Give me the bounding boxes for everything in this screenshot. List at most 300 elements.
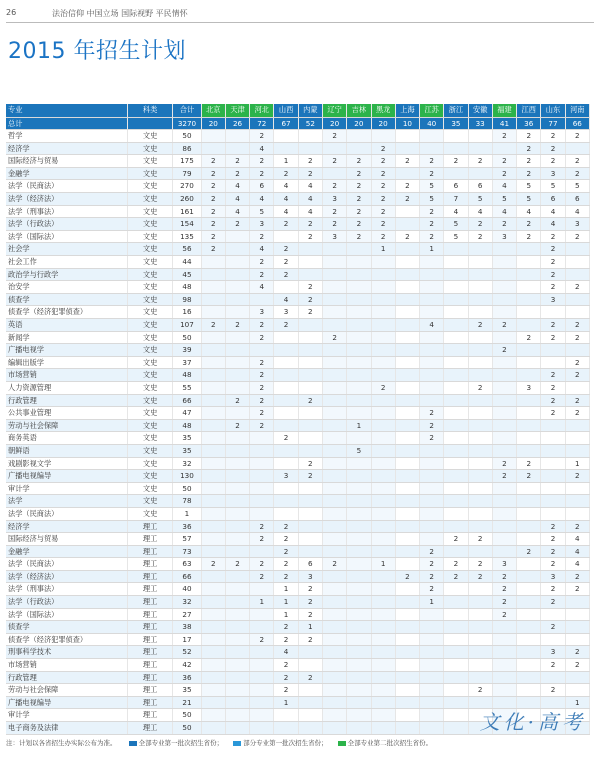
cell-province-value	[468, 507, 492, 520]
cell-province-value: 2	[250, 381, 274, 394]
cell-province-value	[322, 281, 346, 294]
cell-province-value: 2	[517, 457, 541, 470]
cell-total: 50	[173, 130, 201, 143]
cell-province-value	[298, 142, 322, 155]
cell-province-value: 2	[395, 155, 419, 168]
cell-province-value	[298, 432, 322, 445]
cell-province-value	[420, 633, 444, 646]
cell-province-value	[420, 268, 444, 281]
cell-province-value	[371, 545, 395, 558]
cell-province-value	[225, 709, 249, 722]
cell-province-value: 2	[250, 633, 274, 646]
cell-province-value	[322, 482, 346, 495]
cell-province-value	[492, 407, 516, 420]
total-province-value: 72	[250, 117, 274, 130]
cell-province-value: 2	[541, 243, 565, 256]
cell-province-value	[541, 432, 565, 445]
cell-province-value	[565, 444, 589, 457]
watermark-logo: 文化·高考	[479, 710, 586, 734]
table-row	[6, 331, 590, 344]
cell-province-value	[371, 570, 395, 583]
cell-province-value	[347, 520, 371, 533]
cell-province-value	[347, 470, 371, 483]
cell-total: 86	[173, 142, 201, 155]
cell-major: 哲学	[6, 130, 127, 143]
total-province-value: 20	[371, 117, 395, 130]
cell-total: 50	[173, 722, 201, 735]
cell-total: 35	[173, 684, 201, 697]
cell-province-value	[444, 319, 468, 332]
cell-province-value: 2	[274, 256, 298, 269]
cell-total: 79	[173, 167, 201, 180]
cell-province-value: 2	[468, 230, 492, 243]
cell-province-value	[347, 596, 371, 609]
cell-type: 理工	[127, 533, 172, 546]
cell-province-value	[225, 243, 249, 256]
cell-province-value	[250, 696, 274, 709]
cell-province-value: 1	[420, 596, 444, 609]
cell-province-value	[322, 533, 346, 546]
header-province: 河南	[565, 104, 589, 117]
cell-province-value	[420, 344, 444, 357]
cell-major: 法学（经济法）	[6, 193, 127, 206]
table-row	[6, 356, 590, 369]
cell-province-value	[492, 432, 516, 445]
cell-province-value: 2	[250, 268, 274, 281]
cell-province-value	[250, 432, 274, 445]
cell-province-value	[395, 558, 419, 571]
table-row	[6, 130, 590, 143]
cell-province-value	[444, 646, 468, 659]
total-province-value: 77	[541, 117, 565, 130]
total-province-value: 52	[298, 117, 322, 130]
cell-province-value	[322, 633, 346, 646]
cell-province-value	[322, 369, 346, 382]
cell-province-value: 2	[322, 558, 346, 571]
cell-province-value: 2	[492, 130, 516, 143]
cell-type: 文史	[127, 293, 172, 306]
cell-province-value: 1	[371, 243, 395, 256]
table-row	[6, 507, 590, 520]
cell-province-value	[444, 596, 468, 609]
header-province: 山东	[541, 104, 565, 117]
cell-province-value	[492, 659, 516, 672]
cell-province-value	[322, 520, 346, 533]
cell-province-value	[444, 331, 468, 344]
cell-province-value: 4	[565, 533, 589, 546]
cell-major: 国际经济与贸易	[6, 533, 127, 546]
cell-province-value	[492, 394, 516, 407]
cell-province-value	[444, 696, 468, 709]
cell-province-value	[201, 281, 225, 294]
cell-province-value: 7	[444, 193, 468, 206]
cell-province-value: 2	[395, 193, 419, 206]
cell-province-value: 2	[371, 205, 395, 218]
cell-type: 文史	[127, 407, 172, 420]
cell-province-value: 2	[298, 596, 322, 609]
cell-province-value	[517, 268, 541, 281]
cell-province-value	[225, 306, 249, 319]
cell-province-value: 5	[517, 193, 541, 206]
cell-province-value	[468, 495, 492, 508]
cell-province-value	[201, 457, 225, 470]
cell-type: 文史	[127, 381, 172, 394]
cell-province-value	[322, 570, 346, 583]
cell-province-value	[468, 608, 492, 621]
cell-province-value	[298, 407, 322, 420]
cell-province-value: 2	[565, 570, 589, 583]
cell-province-value	[517, 482, 541, 495]
cell-major: 侦查学	[6, 621, 127, 634]
cell-province-value	[444, 520, 468, 533]
cell-province-value	[322, 167, 346, 180]
cell-province-value	[565, 633, 589, 646]
table-row	[6, 457, 590, 470]
cell-province-value: 2	[298, 457, 322, 470]
cell-province-value	[371, 709, 395, 722]
cell-province-value	[395, 596, 419, 609]
total-province-value: 41	[492, 117, 516, 130]
cell-province-value	[225, 722, 249, 735]
cell-province-value	[517, 293, 541, 306]
cell-province-value: 2	[274, 558, 298, 571]
cell-province-value: 2	[444, 570, 468, 583]
table-row	[6, 621, 590, 634]
cell-province-value: 2	[541, 545, 565, 558]
cell-province-value	[371, 256, 395, 269]
cell-province-value: 4	[492, 180, 516, 193]
cell-province-value	[347, 130, 371, 143]
cell-major: 戏剧影视文学	[6, 457, 127, 470]
cell-province-value	[395, 419, 419, 432]
cell-province-value: 2	[468, 684, 492, 697]
cell-province-value	[201, 495, 225, 508]
cell-province-value	[347, 142, 371, 155]
header-province: 天津	[225, 104, 249, 117]
total-province-value: 40	[420, 117, 444, 130]
table-row	[6, 583, 590, 596]
cell-total: 55	[173, 381, 201, 394]
cell-province-value: 1	[250, 596, 274, 609]
cell-province-value	[541, 306, 565, 319]
cell-province-value	[225, 545, 249, 558]
cell-province-value	[347, 507, 371, 520]
cell-province-value	[420, 331, 444, 344]
cell-province-value: 2	[274, 520, 298, 533]
cell-province-value: 2	[541, 684, 565, 697]
cell-province-value: 2	[468, 319, 492, 332]
legend-swatch	[338, 741, 346, 746]
header-province: 山西	[274, 104, 298, 117]
page-number: 26	[6, 8, 17, 17]
cell-province-value	[395, 709, 419, 722]
cell-province-value	[322, 646, 346, 659]
cell-province-value: 2	[468, 570, 492, 583]
cell-province-value	[444, 432, 468, 445]
cell-province-value	[347, 281, 371, 294]
cell-province-value	[371, 608, 395, 621]
cell-province-value	[225, 293, 249, 306]
cell-province-value	[322, 268, 346, 281]
cell-type: 文史	[127, 432, 172, 445]
cell-major: 刑事科学技术	[6, 646, 127, 659]
cell-type: 文史	[127, 218, 172, 231]
cell-province-value	[541, 633, 565, 646]
cell-total: 50	[173, 331, 201, 344]
cell-province-value	[322, 722, 346, 735]
cell-province-value	[517, 583, 541, 596]
cell-province-value	[371, 306, 395, 319]
cell-province-value	[492, 381, 516, 394]
cell-province-value: 2	[517, 167, 541, 180]
cell-province-value: 3	[541, 167, 565, 180]
table-row	[6, 570, 590, 583]
header-province: 河北	[250, 104, 274, 117]
cell-province-value: 5	[444, 230, 468, 243]
total-row	[6, 117, 590, 130]
cell-province-value	[225, 482, 249, 495]
cell-province-value	[565, 684, 589, 697]
cell-province-value	[565, 243, 589, 256]
cell-province-value: 2	[565, 369, 589, 382]
cell-province-value	[541, 444, 565, 457]
cell-province-value	[492, 646, 516, 659]
cell-province-value: 2	[517, 230, 541, 243]
cell-province-value	[322, 319, 346, 332]
cell-province-value	[347, 583, 371, 596]
cell-province-value	[444, 659, 468, 672]
table-row	[6, 180, 590, 193]
cell-province-value: 4	[565, 205, 589, 218]
cell-province-value	[347, 331, 371, 344]
cell-province-value: 2	[274, 218, 298, 231]
cell-province-value	[250, 293, 274, 306]
cell-province-value	[517, 306, 541, 319]
cell-province-value	[420, 444, 444, 457]
header-province: 内蒙	[298, 104, 322, 117]
table-row	[6, 633, 590, 646]
cell-province-value	[517, 507, 541, 520]
cell-total: 32	[173, 596, 201, 609]
cell-province-value: 2	[420, 545, 444, 558]
cell-total: 98	[173, 293, 201, 306]
cell-province-value: 2	[444, 533, 468, 546]
cell-province-value	[517, 256, 541, 269]
table-row	[6, 293, 590, 306]
cell-type: 文史	[127, 230, 172, 243]
cell-province-value: 2	[420, 230, 444, 243]
cell-province-value	[517, 533, 541, 546]
cell-province-value	[420, 709, 444, 722]
cell-province-value	[492, 545, 516, 558]
cell-province-value	[201, 507, 225, 520]
cell-province-value	[274, 444, 298, 457]
cell-province-value	[322, 356, 346, 369]
cell-province-value	[517, 369, 541, 382]
cell-province-value: 2	[322, 218, 346, 231]
cell-province-value	[492, 369, 516, 382]
cell-type: 文史	[127, 482, 172, 495]
cell-province-value	[322, 432, 346, 445]
cell-province-value	[444, 381, 468, 394]
cell-province-value: 5	[565, 180, 589, 193]
cell-total: 154	[173, 218, 201, 231]
cell-type: 理工	[127, 659, 172, 672]
cell-province-value: 2	[201, 167, 225, 180]
cell-province-value: 2	[322, 205, 346, 218]
table-row	[6, 306, 590, 319]
cell-province-value	[492, 293, 516, 306]
cell-province-value	[517, 684, 541, 697]
cell-province-value	[395, 381, 419, 394]
cell-province-value	[565, 596, 589, 609]
legend-label: 全部专业第二批次招生省份。	[347, 739, 433, 747]
cell-province-value: 2	[395, 570, 419, 583]
cell-province-value	[347, 633, 371, 646]
cell-province-value	[468, 281, 492, 294]
cell-province-value	[274, 369, 298, 382]
cell-province-value: 2	[201, 193, 225, 206]
cell-total: 36	[173, 520, 201, 533]
cell-province-value	[322, 696, 346, 709]
cell-province-value: 2	[274, 533, 298, 546]
cell-province-value	[274, 495, 298, 508]
cell-province-value	[225, 533, 249, 546]
cell-major: 市场营销	[6, 659, 127, 672]
cell-province-value	[322, 419, 346, 432]
cell-province-value	[395, 344, 419, 357]
cell-major: 法学（刑事法）	[6, 583, 127, 596]
cell-major: 电子商务及法律	[6, 722, 127, 735]
cell-province-value	[468, 457, 492, 470]
cell-province-value	[201, 671, 225, 684]
cell-province-value	[468, 482, 492, 495]
cell-province-value: 2	[371, 230, 395, 243]
cell-province-value: 2	[298, 470, 322, 483]
cell-province-value	[468, 331, 492, 344]
cell-province-value: 2	[322, 155, 346, 168]
cell-province-value	[225, 470, 249, 483]
cell-province-value	[420, 256, 444, 269]
cell-province-value: 4	[444, 205, 468, 218]
cell-province-value	[371, 646, 395, 659]
cell-province-value	[225, 608, 249, 621]
cell-province-value: 4	[468, 205, 492, 218]
cell-province-value	[517, 281, 541, 294]
cell-major: 人力资源管理	[6, 381, 127, 394]
cell-province-value: 5	[468, 193, 492, 206]
cell-province-value	[444, 671, 468, 684]
cell-province-value: 2	[274, 659, 298, 672]
cell-province-value	[371, 482, 395, 495]
cell-province-value	[444, 419, 468, 432]
cell-province-value	[347, 319, 371, 332]
cell-province-value	[250, 621, 274, 634]
cell-province-value	[444, 130, 468, 143]
cell-major: 法学（刑事法）	[6, 205, 127, 218]
cell-province-value	[298, 344, 322, 357]
cell-province-value: 2	[225, 558, 249, 571]
cell-province-value: 2	[274, 684, 298, 697]
cell-province-value	[517, 671, 541, 684]
cell-type: 文史	[127, 394, 172, 407]
table-row	[6, 319, 590, 332]
cell-total: 78	[173, 495, 201, 508]
table-row	[6, 684, 590, 697]
cell-province-value	[420, 293, 444, 306]
cell-province-value	[395, 306, 419, 319]
cell-province-value	[395, 407, 419, 420]
cell-province-value	[395, 256, 419, 269]
cell-province-value	[371, 596, 395, 609]
cell-province-value	[371, 684, 395, 697]
cell-province-value	[420, 495, 444, 508]
cell-province-value	[201, 633, 225, 646]
cell-province-value: 3	[541, 646, 565, 659]
cell-province-value	[347, 608, 371, 621]
cell-province-value	[250, 671, 274, 684]
cell-province-value	[395, 482, 419, 495]
cell-major: 国际经济与贸易	[6, 155, 127, 168]
cell-province-value	[371, 457, 395, 470]
cell-province-value: 2	[565, 520, 589, 533]
cell-major: 法学（国际法）	[6, 608, 127, 621]
cell-major: 法学（经济法）	[6, 570, 127, 583]
cell-province-value	[274, 381, 298, 394]
cell-province-value: 2	[420, 583, 444, 596]
table-row	[6, 281, 590, 294]
cell-total: 42	[173, 659, 201, 672]
cell-province-value: 6	[541, 193, 565, 206]
header-major: 专业	[6, 104, 127, 117]
cell-province-value	[225, 268, 249, 281]
cell-province-value	[274, 482, 298, 495]
cell-province-value: 2	[565, 130, 589, 143]
cell-major: 社会工作	[6, 256, 127, 269]
cell-province-value: 2	[492, 570, 516, 583]
cell-province-value	[225, 344, 249, 357]
cell-province-value: 4	[225, 180, 249, 193]
cell-province-value	[565, 381, 589, 394]
cell-province-value	[298, 444, 322, 457]
cell-type: 文史	[127, 193, 172, 206]
header-province: 福建	[492, 104, 516, 117]
cell-province-value	[201, 621, 225, 634]
cell-province-value	[322, 684, 346, 697]
cell-province-value: 3	[541, 293, 565, 306]
cell-type: 文史	[127, 268, 172, 281]
cell-province-value: 2	[517, 545, 541, 558]
cell-province-value	[565, 306, 589, 319]
cell-province-value	[322, 470, 346, 483]
cell-province-value	[395, 432, 419, 445]
cell-province-value	[444, 684, 468, 697]
cell-province-value	[395, 331, 419, 344]
table-row	[6, 155, 590, 168]
cell-province-value	[444, 268, 468, 281]
cell-province-value	[250, 659, 274, 672]
cell-province-value	[395, 671, 419, 684]
cell-province-value	[250, 646, 274, 659]
cell-province-value	[468, 419, 492, 432]
table-row	[6, 558, 590, 571]
cell-province-value	[347, 243, 371, 256]
cell-major: 金融学	[6, 167, 127, 180]
cell-province-value	[298, 381, 322, 394]
cell-province-value: 2	[565, 167, 589, 180]
cell-province-value	[468, 394, 492, 407]
cell-province-value: 2	[492, 319, 516, 332]
